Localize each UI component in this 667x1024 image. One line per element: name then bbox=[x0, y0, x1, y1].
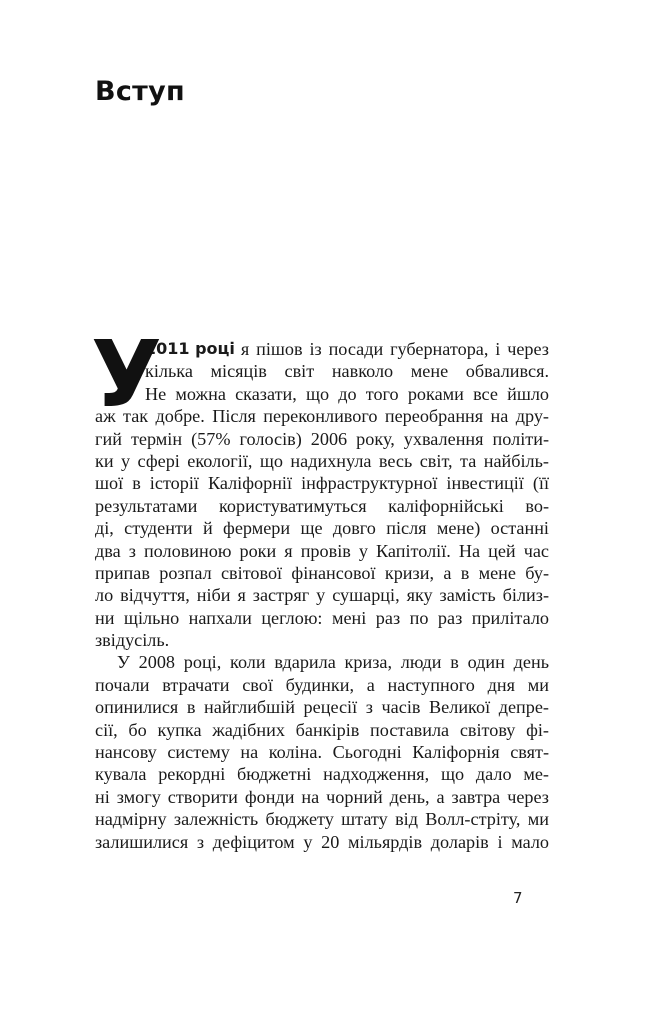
text-line bbox=[95, 696, 549, 718]
line-text: ло відчуття, ніби я застряг у сушарці, яку замість білиз- bbox=[95, 585, 549, 606]
text-line bbox=[95, 472, 549, 494]
line-text: я пішов із посади губернатора, і через bbox=[240, 339, 549, 359]
text-line bbox=[95, 741, 549, 763]
line-text: ки у сфері екології, що надихнула весь світ, та найбіль- bbox=[95, 450, 549, 471]
text-line bbox=[95, 674, 549, 696]
line-text: два з половиною роки я провів у Капітолії. На цей час bbox=[95, 540, 549, 561]
text-line bbox=[95, 719, 549, 741]
text-line bbox=[95, 808, 549, 830]
text-line bbox=[95, 763, 549, 785]
text-line bbox=[95, 831, 549, 853]
text-line bbox=[95, 383, 549, 405]
line-text: нансову систему на коліна. Сьогодні Каліфорнія свят- bbox=[95, 742, 549, 763]
line-text: гий термін (57% голосів) 2006 року, ухвалення політи- bbox=[95, 428, 549, 449]
line-text: опинилися в найглибшій рецесії з часів Великої депре- bbox=[95, 697, 549, 718]
drop-cap: У bbox=[91, 321, 162, 428]
line-text: припав розпал світової фінансової кризи, а в мене бу- bbox=[95, 562, 549, 583]
text-line bbox=[95, 584, 549, 606]
line-text: почали втрачати свої будинки, а наступного дня ми bbox=[95, 674, 549, 695]
chapter-title: Вступ bbox=[95, 76, 185, 107]
line-text: шої в історії Каліфорнії інфраструктурної інвестиції (її bbox=[95, 473, 549, 494]
line-text: кувала рекордні бюджетні надходження, що дало ме- bbox=[95, 764, 549, 785]
text-line bbox=[95, 607, 549, 629]
text-line bbox=[95, 428, 549, 450]
line-text: ни щільно напхали цеглою: мені раз по раз прилітало bbox=[95, 607, 549, 628]
text-line bbox=[95, 360, 549, 382]
line-text: У 2008 році, коли вдарила криза, люди в один день bbox=[117, 652, 549, 673]
line-text: Не можна сказати, що до того роками все йшло bbox=[145, 383, 549, 404]
text-line bbox=[95, 338, 549, 360]
chapter-body bbox=[91, 321, 549, 853]
line-text: ні змогу створити фонди на чорний день, а завтра через bbox=[95, 786, 549, 807]
line-text: сії, бо купка жадібних банкірів поставила світову фі- bbox=[95, 719, 549, 740]
line-text: надмірну залежність бюджету штату від Волл-стріту, ми bbox=[95, 809, 549, 830]
text-line bbox=[95, 629, 549, 651]
page-number: 7 bbox=[513, 889, 523, 907]
text-line bbox=[95, 517, 549, 539]
line-text: ді, студенти й фермери ще довго після мене) останні bbox=[95, 518, 549, 539]
text-line bbox=[95, 450, 549, 472]
line-text: залишилися з дефіцитом у 20 мільярдів доларів і мало bbox=[95, 831, 549, 852]
text-line bbox=[95, 405, 549, 427]
line-text: звідусіль. bbox=[95, 630, 170, 651]
line-text: аж так добре. Після переконливого переобрання на дру- bbox=[95, 406, 549, 427]
lead-bold-text: 2011 році bbox=[145, 339, 235, 358]
text-line bbox=[95, 562, 549, 584]
text-line bbox=[95, 786, 549, 808]
text-line bbox=[95, 651, 549, 673]
line-text: кілька місяців світ навколо мене обвалився. bbox=[145, 361, 549, 382]
text-line bbox=[95, 540, 549, 562]
line-text: результатами користуватимуться каліфорнійські во- bbox=[95, 495, 549, 516]
text-line bbox=[95, 495, 549, 517]
